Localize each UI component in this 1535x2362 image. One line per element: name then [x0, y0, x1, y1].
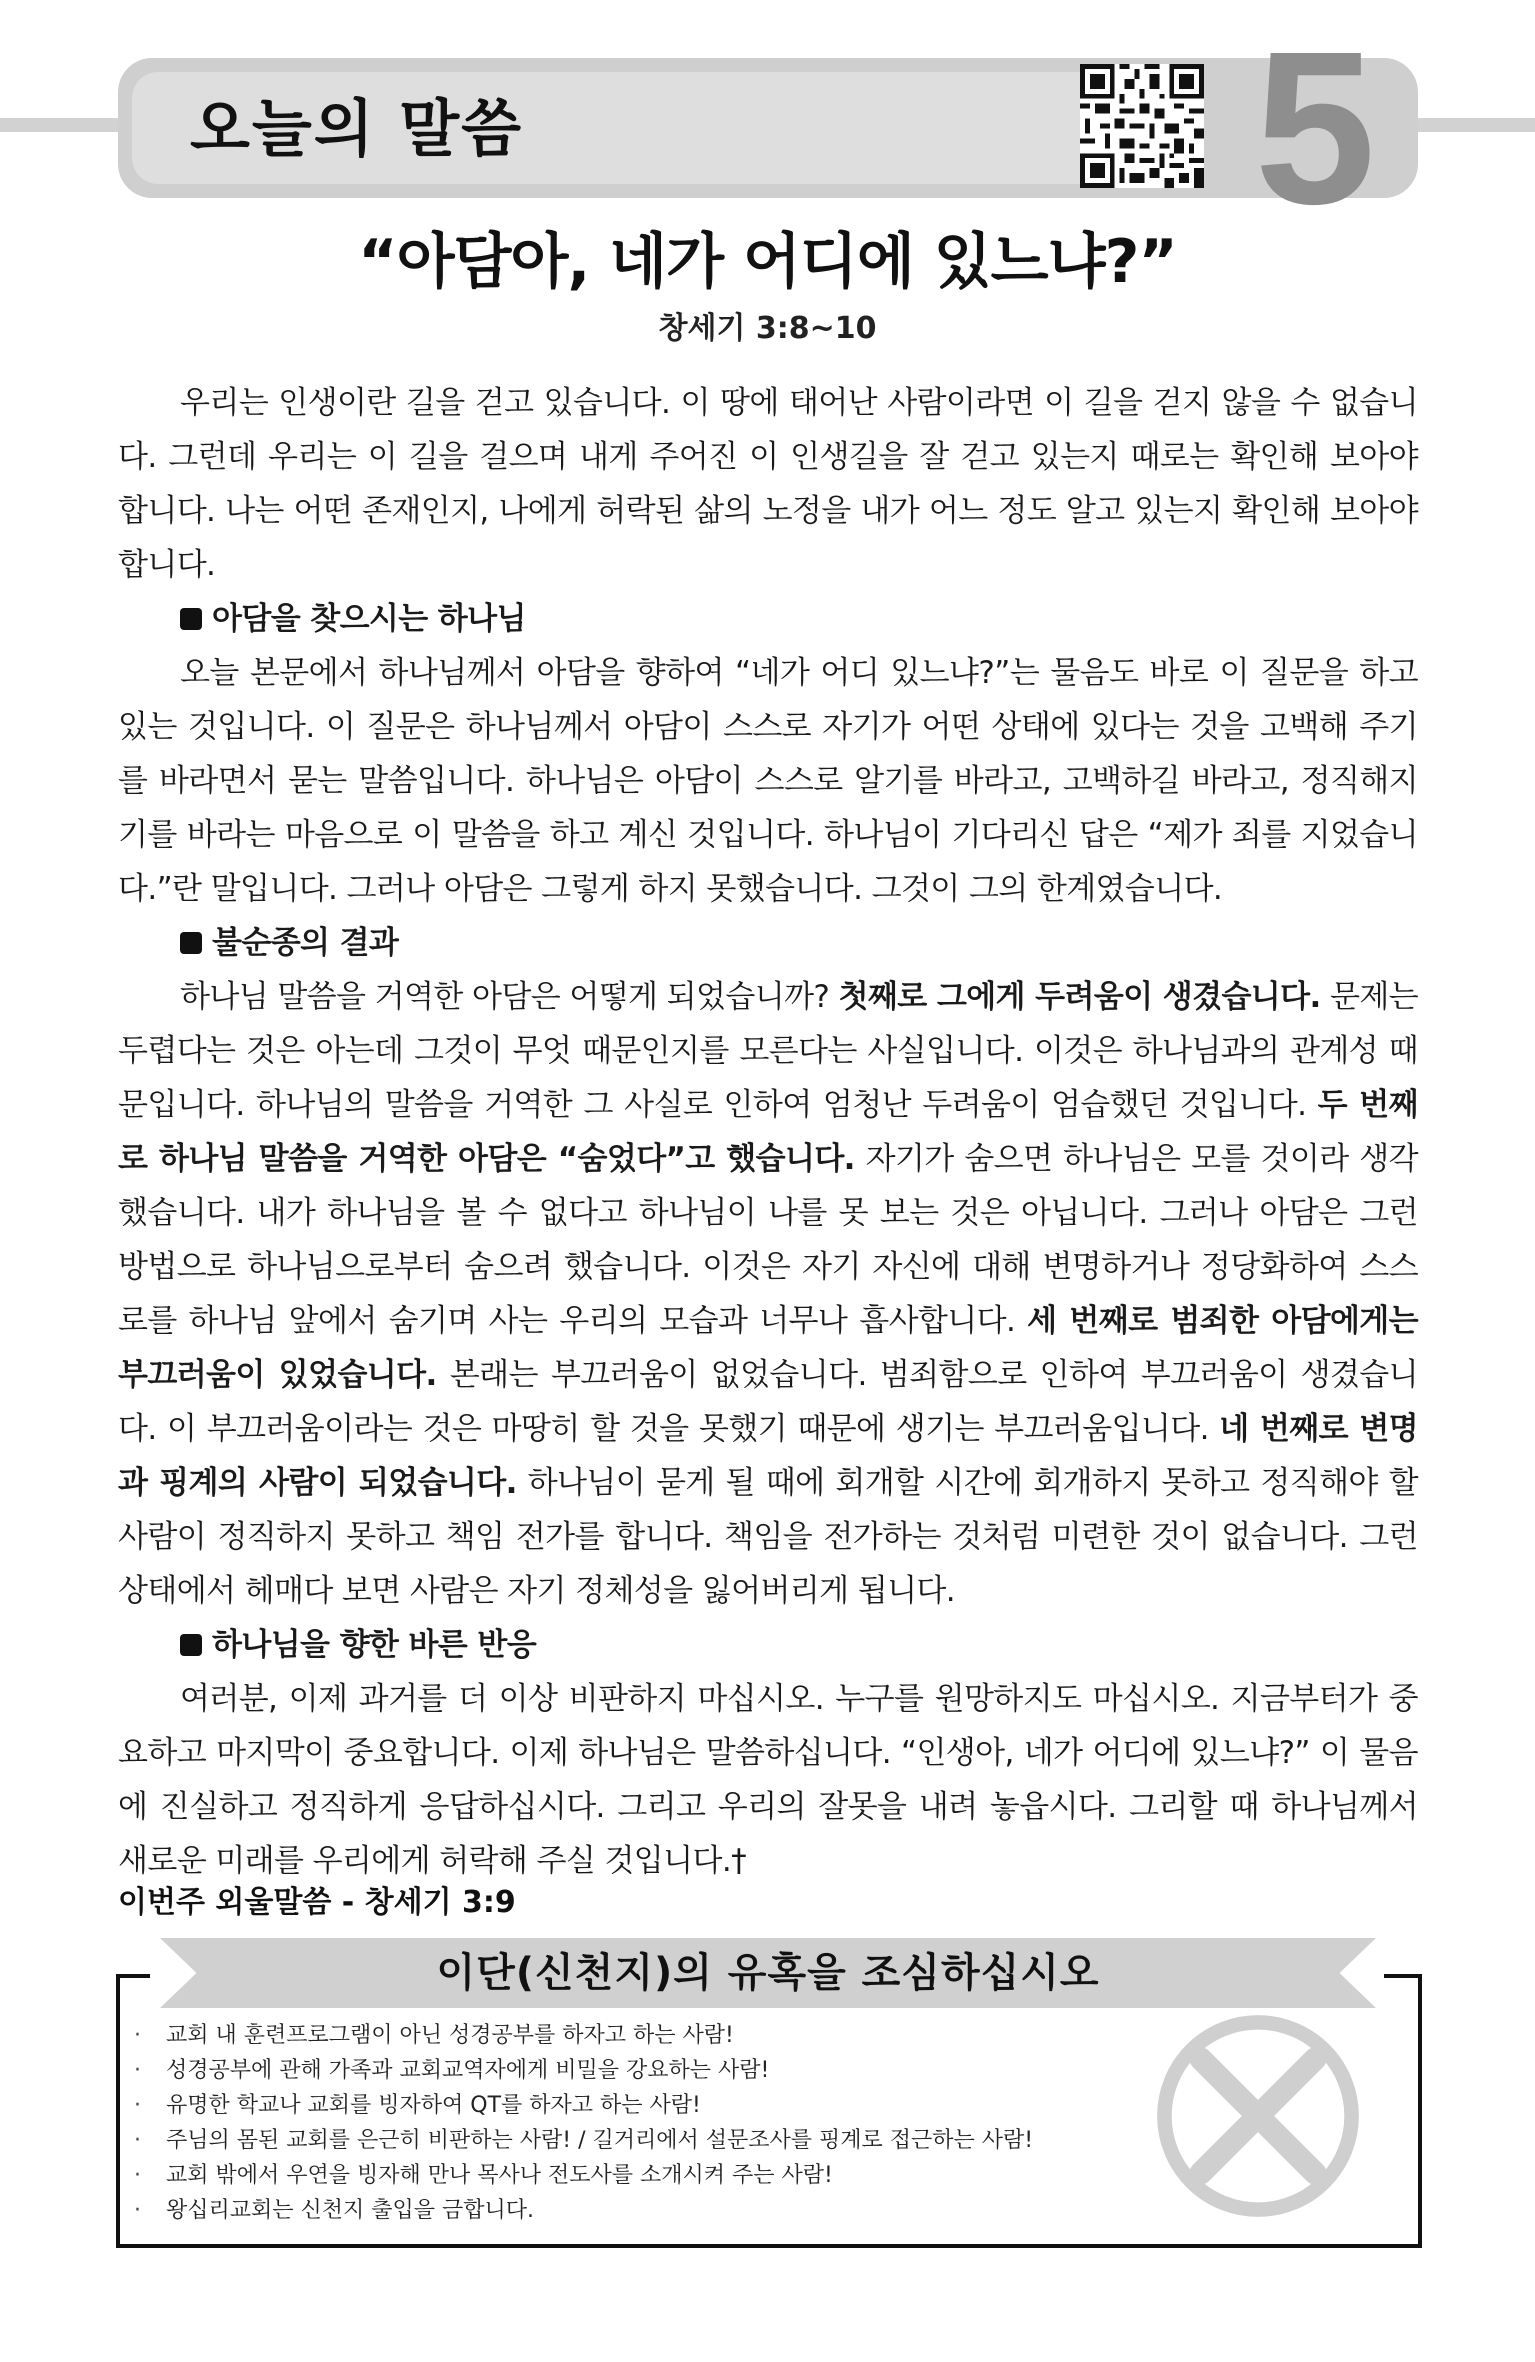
section-heading: 아담을 찾으시는 하나님: [118, 592, 1418, 646]
emphasis-point-2: 두 번째로 하나님 말씀을 거역한 아담은 “숨었다”고 했습니다.: [118, 1087, 1418, 1177]
list-item: · 유명한 학교나 교회를 빙자하여 QT를 하자고 하는 사람!: [132, 2088, 1132, 2123]
sermon-body: [118, 376, 1418, 1888]
emphasis-point-3: 세 번째로 범죄한 아담에게는 부끄러움이 있었습니다.: [118, 1303, 1418, 1393]
list-item: · 성경공부에 관해 가족과 교회교역자에게 비밀을 강요하는 사람!: [132, 2053, 1132, 2088]
section-paragraph: 하나님 말씀을 거역한 아담은 어떻게 되었습니까? 첫째로 그에게 두려움이 생겼습니다. 문제는 두렵다는 것은 아는데 그것이 무엇 때문인지를 모른다는 사실입니다. 이것은 하나님과의 관계성 때문입니다. 하나님의 말씀을 거역한 그 사실로 인하여 엄청난 두려움이 엄습했던 것입니다. 두 번째로 하나님 말씀을 거역한 아담은 “숨었다”고 했습니다. 자기가 숨으면 하나님은 모를 것이라 생각했습니다. 내가 하나님을 볼 수 없다고 하나님이 나를 못 보는 것은 아닙니다. 그러나 아담은 그런 방법으로 하나님으로부터 숨으려 했습니다. 이것은 자기 자신에 대해 변명하거나 정당화하여 스스로를 하나님 앞에서 숨기며 사는 우리의 모습과 너무나 흡사합니다. 세 번째로 범죄한 아담에게는 부끄러움이 있었습니다. 본래는 부끄러움이 없었습니다. 범죄함으로 인하여 부끄러움이 생겼습니다. 이 부끄러움이라는 것은 마땅히 할 것을 못했기 때문에 생기는 부끄러움입니다. 네 번째로 변명과 핑계의 사람이 되었습니다. 하나님이 묻게 될 때에 회개할 시간에 회개하지 못하고 정직해야 할 사람이 정직하지 못하고 책임 전가를 합니다. 책임을 전가하는 것처럼 미련한 것이 없습니다. 그런 상태에서 헤매다 보면 사람은 자기 정체성을 잃어버리게 됩니다.: [118, 979, 1419, 1609]
section-heading: 불순종의 결과: [118, 916, 1418, 970]
section-paragraph: 오늘 본문에서 하나님께서 아담을 향하여 “네가 어디 있느냐?”는 물음도 바로 이 질문을 하고 있는 것입니다. 이 질문은 하나님께서 아담이 스스로 자기가 어떤 상태에 있다는 것을 고백해 주기를 바라면서 묻는 말씀입니다. 하나님은 아담이 스스로 알기를 바라고, 고백하길 바라고, 정직해지기를 바라는 마음으로 이 말씀을 하고 계신 것입니다. 하나님이 기다리신 답은 “제가 죄를 지었습니다.”란 말입니다. 그러나 아담은 그렇게 하지 못했습니다. 그것이 그의 한계였습니다.: [118, 655, 1418, 907]
section-paragraph: 여러분, 이제 과거를 더 이상 비판하지 마십시오. 누구를 원망하지도 마십시오. 지금부터가 중요하고 마지막이 중요합니다. 이제 하나님은 말씀하십니다. “인생아, 네가 어디에 있느냐?” 이 물음에 진실하고 정직하게 응답하십시다. 그리고 우리의 잘못을 내려 놓읍시다. 그리할 때 하나님께서 새로운 미래를 우리에게 허락해 주실 것입니다.†: [118, 1681, 1418, 1879]
scripture-reference: 창세기 3:8~10: [658, 311, 877, 346]
square-bullet-icon: [180, 932, 202, 954]
square-bullet-icon: [180, 608, 202, 630]
list-item: · 왕십리교회는 신천지 출입을 금합니다.: [132, 2193, 1132, 2228]
warning-box-corner: [116, 1974, 150, 1978]
warning-box-corner: [1384, 1974, 1418, 1978]
emphasis-point-1: 첫째로 그에게 두려움이 생겼습니다.: [838, 979, 1321, 1015]
section-title: 오늘의 말씀: [190, 92, 524, 165]
list-item: · 주님의 몸된 교회를 은근히 비판하는 사람! / 길거리에서 설문조사를 핑계로 접근하는 사람!: [132, 2123, 1132, 2158]
sermon-title: “아담아, 네가 어디에 있느냐?”: [358, 227, 1177, 297]
qr-code-icon[interactable]: [1080, 64, 1204, 188]
square-bullet-icon: [180, 1634, 202, 1656]
issue-number: 5: [1254, 7, 1376, 250]
weekly-memory-verse: 이번주 외울말씀 - 창세기 3:9: [118, 1885, 516, 1920]
intro-paragraph: 우리는 인생이란 길을 걷고 있습니다. 이 땅에 태어난 사람이라면 이 길을 걷지 않을 수 없습니다. 그런데 우리는 이 길을 걸으며 내게 주어진 이 인생길을 잘 걷고 있는지 때로는 확인해 보아야 합니다. 나는 어떤 존재인지, 나에게 허락된 삶의 노정을 내가 어느 정도 알고 있는지 확인해 보아야 합니다.: [118, 385, 1418, 583]
warning-title: 이단(신천지)의 유혹을 조심하십시오: [436, 1950, 1100, 1996]
warning-list: [132, 2018, 1132, 2228]
emphasis-point-4: 네 번째로 변명과 핑계의 사람이 되었습니다.: [118, 1411, 1419, 1501]
list-item: · 교회 밖에서 우연을 빙자해 만나 목사나 전도사를 소개시켜 주는 사람!: [132, 2158, 1132, 2193]
list-item: · 교회 내 훈련프로그램이 아닌 성경공부를 하자고 하는 사람!: [132, 2018, 1132, 2053]
section-heading: 하나님을 향한 바른 반응: [118, 1618, 1418, 1672]
prohibited-x-icon: [1154, 2012, 1362, 2220]
